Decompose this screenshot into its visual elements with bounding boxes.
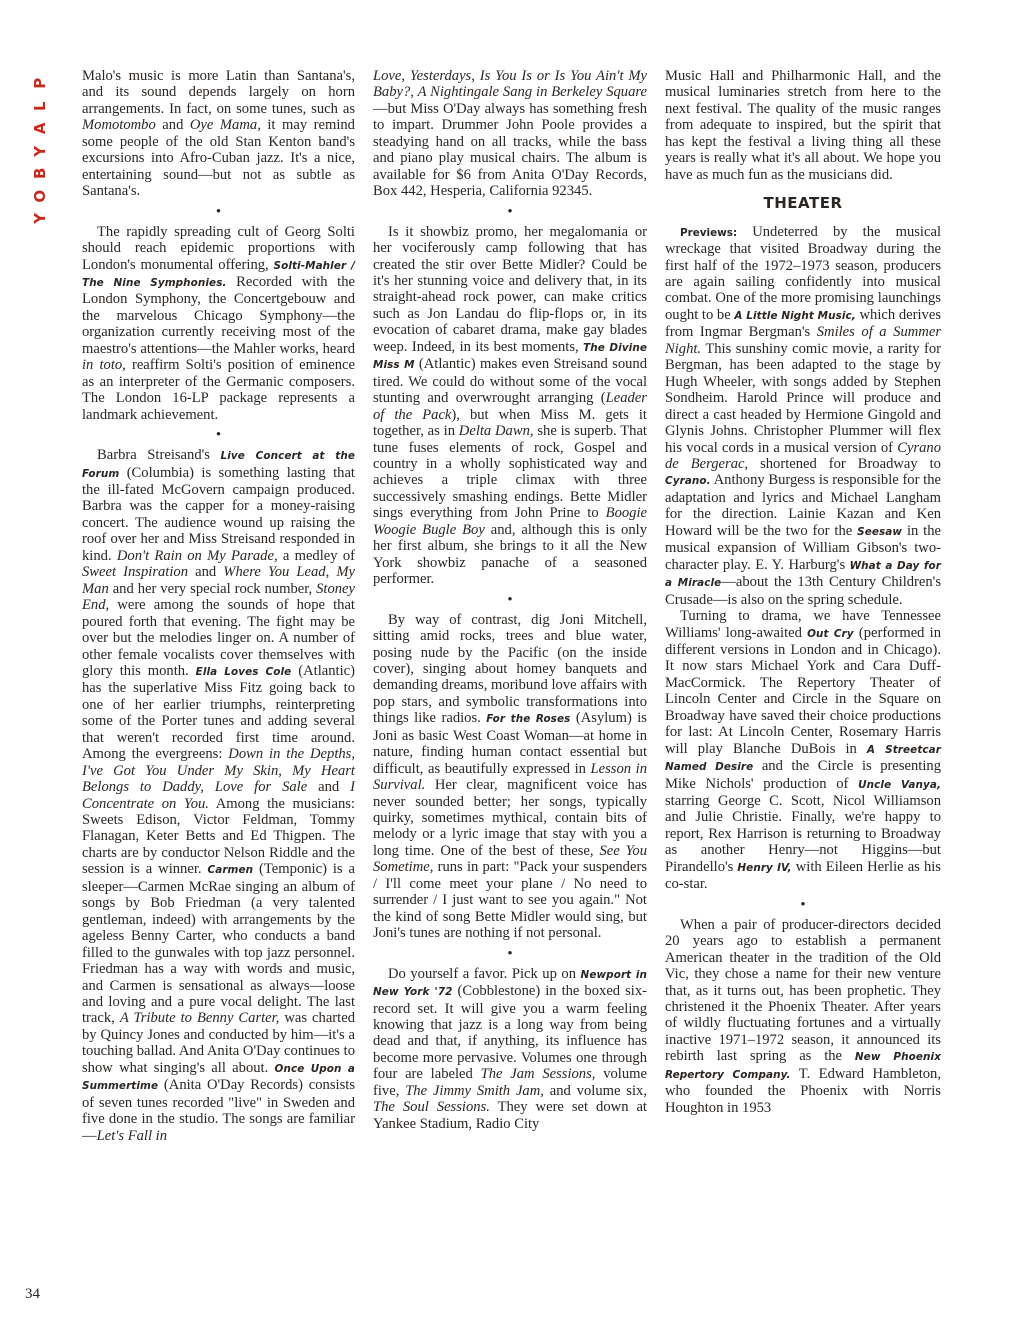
section-separator: •	[215, 203, 222, 220]
paragraph-newport-cont: Music Hall and Philharmonic Hall, and the musical luminaries stretch from here to the next festival. The quality of the music ranges from adequate to inspired, but the spirit that has kept the festival a living thing all these years is really what it's all about. We hope you have as much fun as the musicians did.	[665, 68, 941, 183]
paragraph-oday-cont: Love, Yesterdays, Is You Is or Is You Ain't My Baby?, A Nightingale Sang in Berkeley Square—but Miss O'Day always has something fresh to impart. Drummer John Poole provides a steadying hand on all tracks, while the bass and piano play musical chairs. The album is available for $6 from Anita O'Day Records, Box 442, Hesperia, California 92345.	[373, 68, 647, 200]
page-number: 34	[25, 1286, 40, 1302]
paragraph-midler: Is it showbiz promo, her megalomania or her vociferously camp following that has created the stir over Bette Midler? Could be it's her stunning voice and delivery that, in its straight-ahead rock power, can make critics such as Jon Landau do flip-flops or, in its evocation of cabaret drama, make gay blades weep. Indeed, in its best moments, The Divine Miss M (Atlantic) makes even Streisand sound tired. We could do without some of the vocal stunting and overwrought arranging (Leader of the Pack), but when Miss M. gets it together, as in Delta Dawn, she is superb. That tune fuses elements of rock, Gospel and country in a wholly sophisticated way and achieves a triple climax with three successively smashing endings. Bette Midler sings everything from John Prine to Boogie Woogie Bugle Boy and, although this is only her first album, she brings to it all the New York showbiz panache of a seasoned performer.	[373, 223, 648, 588]
paragraph-streisand: Barbra Streisand's Live Concert at the Forum (Columbia) is something lasting that the ill-fated McGovern campaign produced. Barbra was the capper for a money-raising concert. The audience wound up raising the roof over her and Miss Streisand responded in kind. Don't Rain on My Parade, a medley of Sweet Inspiration and Where You Lead, My Man and her very special rock number, Stoney End, were among the sounds of hope that poured forth that evening. The fight may be over but the melodies linger on. A number of other female vocalists cover themselves with glory this month. Ella Loves Cole (Atlantic) has the superlative Miss Fitz going back to one of her earlier triumphs, reinterpreting some of the Porter tunes and adding several that weren't recorded first time around. Among the evergreens: Down in the Depths, I've Got You Under My Skin, My Heart Belongs to Daddy, Love for Sale and I Concentrate on You. Among the musicians: Sweets Edison, Victor Feldman, Tommy Flanagan, Keter Betts and Ed Thigpen. The charts are by conductor Nelson Riddle and the session is a winner. Carmen (Temponic) is a sleeper—Carmen McRae singing an album of songs by Bob Friedman (a very talented gentleman, indeed) with arrangements by the ageless Benny Carter, who conducts a band filled to the gunwales with top jazz personnel. Friedman has a way with words and music, and Carmen is sensational as always—loose and loving and a pure vocal delight. The last track, A Tribute to Benny Carter, was charted by Quincy Jones and conducted by him—it's a touching ballad. And Anita O'Day continues to show what singing's all about. Once Upon a Summertime (Anita O'Day Records) consists of seven tunes recorded "live" in Sweden and five done in the studio. The songs are familiar—Let's Fall in	[82, 447, 355, 1144]
section-separator: •	[507, 591, 513, 608]
paragraph-newport: Do yourself a favor. Pick up on Newport in New York '72 (Cobblestone) in the boxed six-record set. It will give you a warm feeling knowing that jazz is a long way from being dead and that, if anything, its influence has become more pervasive. Volumes one through four are labeled The Jam Sessions, volume five, The Jimmy Smith Jam, and volume six, The Soul Sessions. They were set down at Yankee Stadium, Radio City	[373, 965, 647, 1132]
logo-letter: Y	[30, 145, 49, 157]
logo-letter: Y	[30, 212, 49, 224]
logo-letter: B	[30, 167, 49, 179]
section-heading-theater: THEATER	[763, 194, 843, 213]
logo-letter: A	[30, 122, 49, 135]
paragraph-phoenix: When a pair of producer-directors decided 20 years ago to establish a permanent American theater in the tradition of the Old Vic, they chose a name for their new venture that, as it turns out, has been prophetic. They christened it the Phoenix Theater. After years of wildly fluctuating fortunes and a virtually inactive 1971–1972 season, it announced its rebirth last spring as the New Phoenix Repertory Company. T. Edward Hambleton, who founded the Phoenix with Norris Houghton in 1953	[665, 916, 941, 1116]
paragraph-malo: Malo's music is more Latin than Santana's, and its sound depends largely on horn arrangements. In fact, on some tunes, such as Momotombo and Oye Mama, it may remind some people of the old Stan Kenton band's excursions into Afro-Cuban jazz. It's a nice, entertaining sound—but not as subtle as Santana's.	[82, 68, 355, 200]
section-separator: •	[507, 945, 513, 962]
logo-letter: O	[30, 189, 49, 203]
section-separator: •	[507, 203, 513, 220]
paragraph-solti: The rapidly spreading cult of Georg Solti should reach epidemic proportions with London's monumental offering, Solti-Mahler / The Nine Symphonies. Recorded with the London Symphony, the Concertgebouw and the marvelous Chicago Symphony—the organization currently receiving most of the maestro's attentions—the Mahler works, heard in toto, reaffirm Solti's position of eminence as an interpreter of the Germanic composers. The London 16-LP package represents a landmark achievement.	[82, 223, 356, 423]
paragraph-previews: Previews: Undeterred by the musical wreckage that visited Broadway during the first half of the 1972–1973 season, producers are again sailing confidently into musical combat. One of the more promising launchings ought to be A Little Night Music, which derives from Ingmar Bergman's Smiles of a Summer Night. This sunshiny comic movie, a rarity for Bergman, has been adapted to the stage by Hugh Wheeler, with songs added by Stephen Sondheim. Harold Prince will produce and direct a cast headed by Hermione Gingold and Glynis Johns. Christopher Plummer will flex his vocal cords in a musical version of Cyrano de Bergerac, shortened for Broadway to Cyrano. Anthony Burgess is responsible for the adaptation and lyrics and Michael Langham for the direction. Lainie Kazan and Ken Howard will be the two for the Seesaw in the musical expansion of William Gibson's two-character play. E. Y. Harburg's What a Day for a Miracle—about the 13th Century Children's Crusade—is also on the spring schedule.	[665, 223, 942, 608]
article-column-2	[373, 68, 647, 1132]
article-column-1	[82, 68, 355, 1144]
section-separator: •	[800, 896, 806, 913]
logo-letter: L	[30, 100, 49, 111]
paragraph-mitchell: By way of contrast, dig Joni Mitchell, sitting amid rocks, trees and blue water, posing nude by the Pacific (on the inside cover), singing about homey banquets and demanding dreams, moribund love affairs with pop stars, and symbolic transformations into things like radios. For the Roses (Asylum) is Joni as basic West Coast Woman—at home in nature, finding human contact essential but difficult, as beautifully expressed in Lesson in Survival. Her clear, magnificent voice has never sounded better; her songs, typically quirky, sometimes mythical, contain bits of melody or a lyric image that stay with you a long time. One of the best of these, See You Sometime, runs in part: "Pack your suspenders / I'll come meet your plane / No need to surrender / I just want to see you again." Not the kind of song Bette Midler would sing, but Joni's tunes are nothing if not personal.	[373, 611, 648, 942]
paragraph-drama: Turning to drama, we have Tennessee Williams' long-awaited Out Cry (performed in different versions in London and in Chicago). It now stars Michael York and Cara Duff-MacCormick. The Repertory Theater of Lincoln Center and Circle in the Square on Broadway have saved their choice productions for last: At Lincoln Center, Rosemary Harris will play Blanche DuBois in A Streetcar Named Desire and the Circle is presenting Mike Nichols' production of Uncle Vanya, starring George C. Scott, Nicol Williamson and Julie Christie. Finally, we're happy to report, Rex Harrison is returning to Broadway as another Henry—not Higgins—but Pirandello's Henry IV, with Eileen Herlie as his co-star.	[665, 608, 941, 893]
article-column-3	[665, 68, 941, 1116]
playboy-masthead-logo	[26, 72, 54, 230]
section-separator: •	[215, 427, 222, 444]
logo-letter: P	[30, 77, 49, 89]
